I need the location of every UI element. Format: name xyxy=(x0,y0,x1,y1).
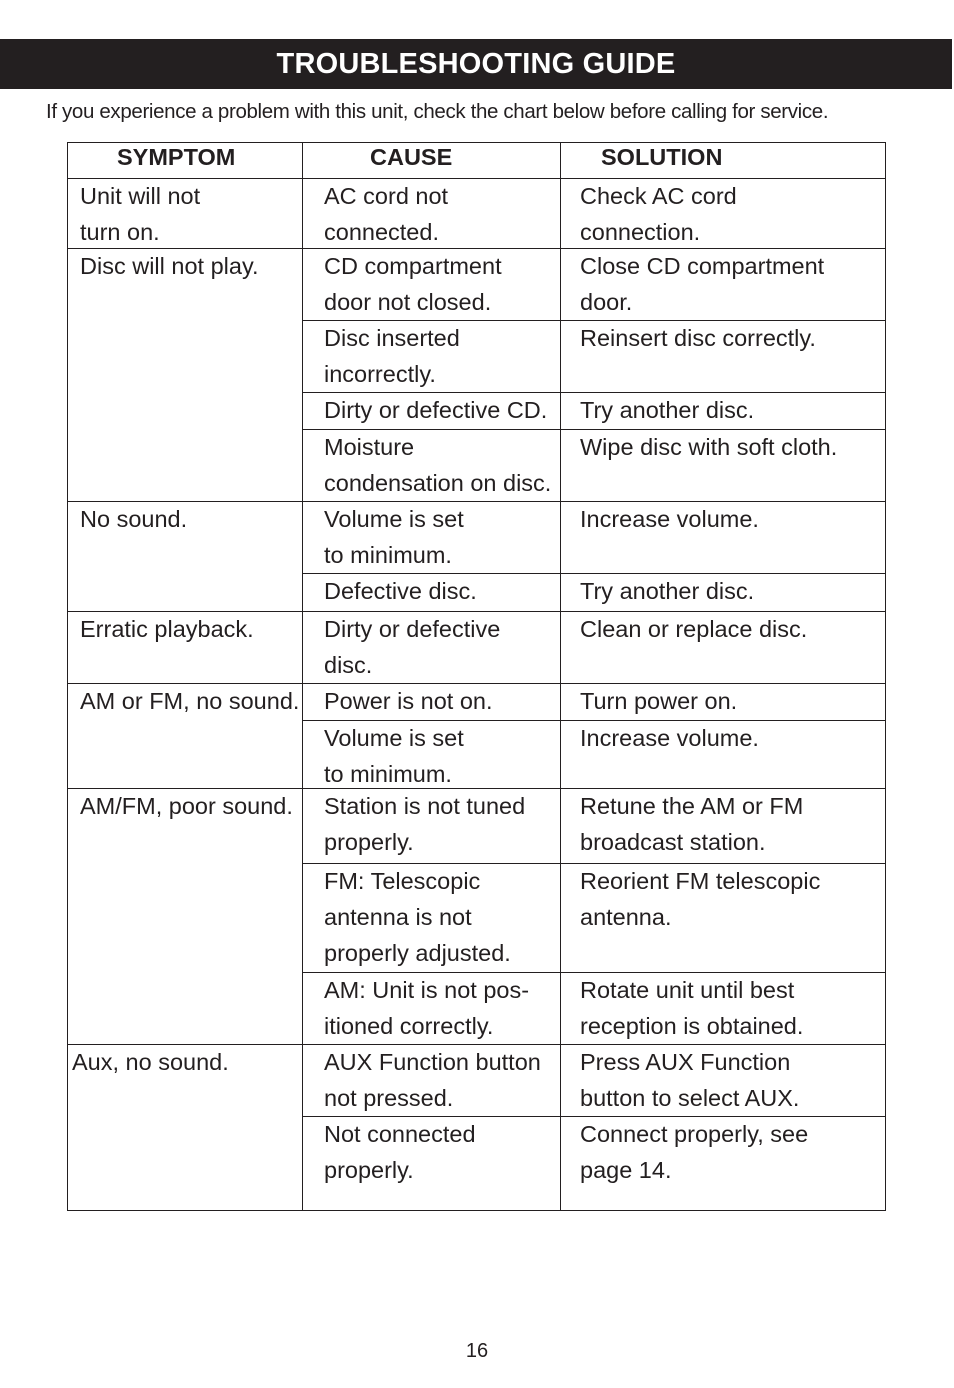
cause-cell: Volume is set to minimum. xyxy=(324,506,464,568)
symptom-cell: Aux, no sound. xyxy=(72,1049,229,1075)
troubleshooting-table xyxy=(67,142,886,1210)
solution-cell: Turn power on. xyxy=(580,688,738,714)
solution-cell: Press AUX Function button to select AUX. xyxy=(580,1049,800,1111)
cause-cell: Not connected properly. xyxy=(324,1121,476,1183)
symptom-cell: No sound. xyxy=(80,506,188,532)
table-border-right xyxy=(885,142,886,1211)
cause-cell: Dirty or defective CD. xyxy=(324,397,548,423)
cause-cell: Station is not tuned properly. xyxy=(324,793,526,855)
group-divider xyxy=(67,501,886,502)
symptom-cell: Unit will not turn on. xyxy=(80,183,201,245)
cause-cell: AUX Function button not pressed. xyxy=(324,1049,541,1111)
cause-cell: Defective disc. xyxy=(324,578,477,604)
solution-cell: Increase volume. xyxy=(580,506,759,532)
solution-cell: Connect properly, see page 14. xyxy=(580,1121,809,1183)
cause-cell: CD compartment door not closed. xyxy=(324,253,502,315)
solution-cell: Increase volume. xyxy=(580,725,759,751)
symptom-cell: Disc will not play. xyxy=(80,253,259,279)
column-divider-cause xyxy=(302,142,303,1211)
header-solution: SOLUTION xyxy=(601,144,723,170)
header-symptom: SYMPTOM xyxy=(117,144,236,170)
solution-cell: Try another disc. xyxy=(580,578,755,604)
header-cause: CAUSE xyxy=(370,144,453,170)
cause-cell: FM: Telescopic antenna is not properly adjusted. xyxy=(324,868,511,966)
solution-cell: Rotate unit until best reception is obtained. xyxy=(580,977,804,1039)
cause-cell: Power is not on. xyxy=(324,688,493,714)
column-divider-solution xyxy=(560,142,561,1211)
solution-cell: Wipe disc with soft cloth. xyxy=(580,434,838,460)
cause-cell: AC cord not connected. xyxy=(324,183,449,245)
solution-cell: Clean or replace disc. xyxy=(580,616,808,642)
solution-cell: Try another disc. xyxy=(580,397,755,423)
cause-cell: Disc inserted incorrectly. xyxy=(324,325,460,387)
symptom-cell: Erratic playback. xyxy=(80,616,254,642)
solution-cell: Retune the AM or FM broadcast station. xyxy=(580,793,804,855)
page-title: TROUBLESHOOTING GUIDE xyxy=(0,39,952,89)
solution-cell: Check AC cord connection. xyxy=(580,183,737,245)
cause-cell: Dirty or defective disc. xyxy=(324,616,501,678)
symptom-cell: AM/FM, poor sound. xyxy=(80,793,293,819)
cause-cell: Volume is set to minimum. xyxy=(324,725,464,787)
solution-cell: Reorient FM telescopic antenna. xyxy=(580,868,821,930)
solution-cell: Close CD compartment door. xyxy=(580,253,825,315)
table-border-bottom xyxy=(67,1210,886,1211)
table-border-top xyxy=(67,142,886,143)
cause-cell: AM: Unit is not pos- itioned correctly. xyxy=(324,977,530,1039)
intro-text: If you experience a problem with this unit, check the chart below before calling for service. xyxy=(46,100,829,123)
symptom-cell: AM or FM, no sound. xyxy=(80,688,300,714)
page-number: 16 xyxy=(465,1340,489,1362)
cause-cell: Moisture condensation on disc. xyxy=(324,434,552,496)
table-border-left xyxy=(67,142,68,1211)
solution-cell: Reinsert disc correctly. xyxy=(580,325,816,351)
